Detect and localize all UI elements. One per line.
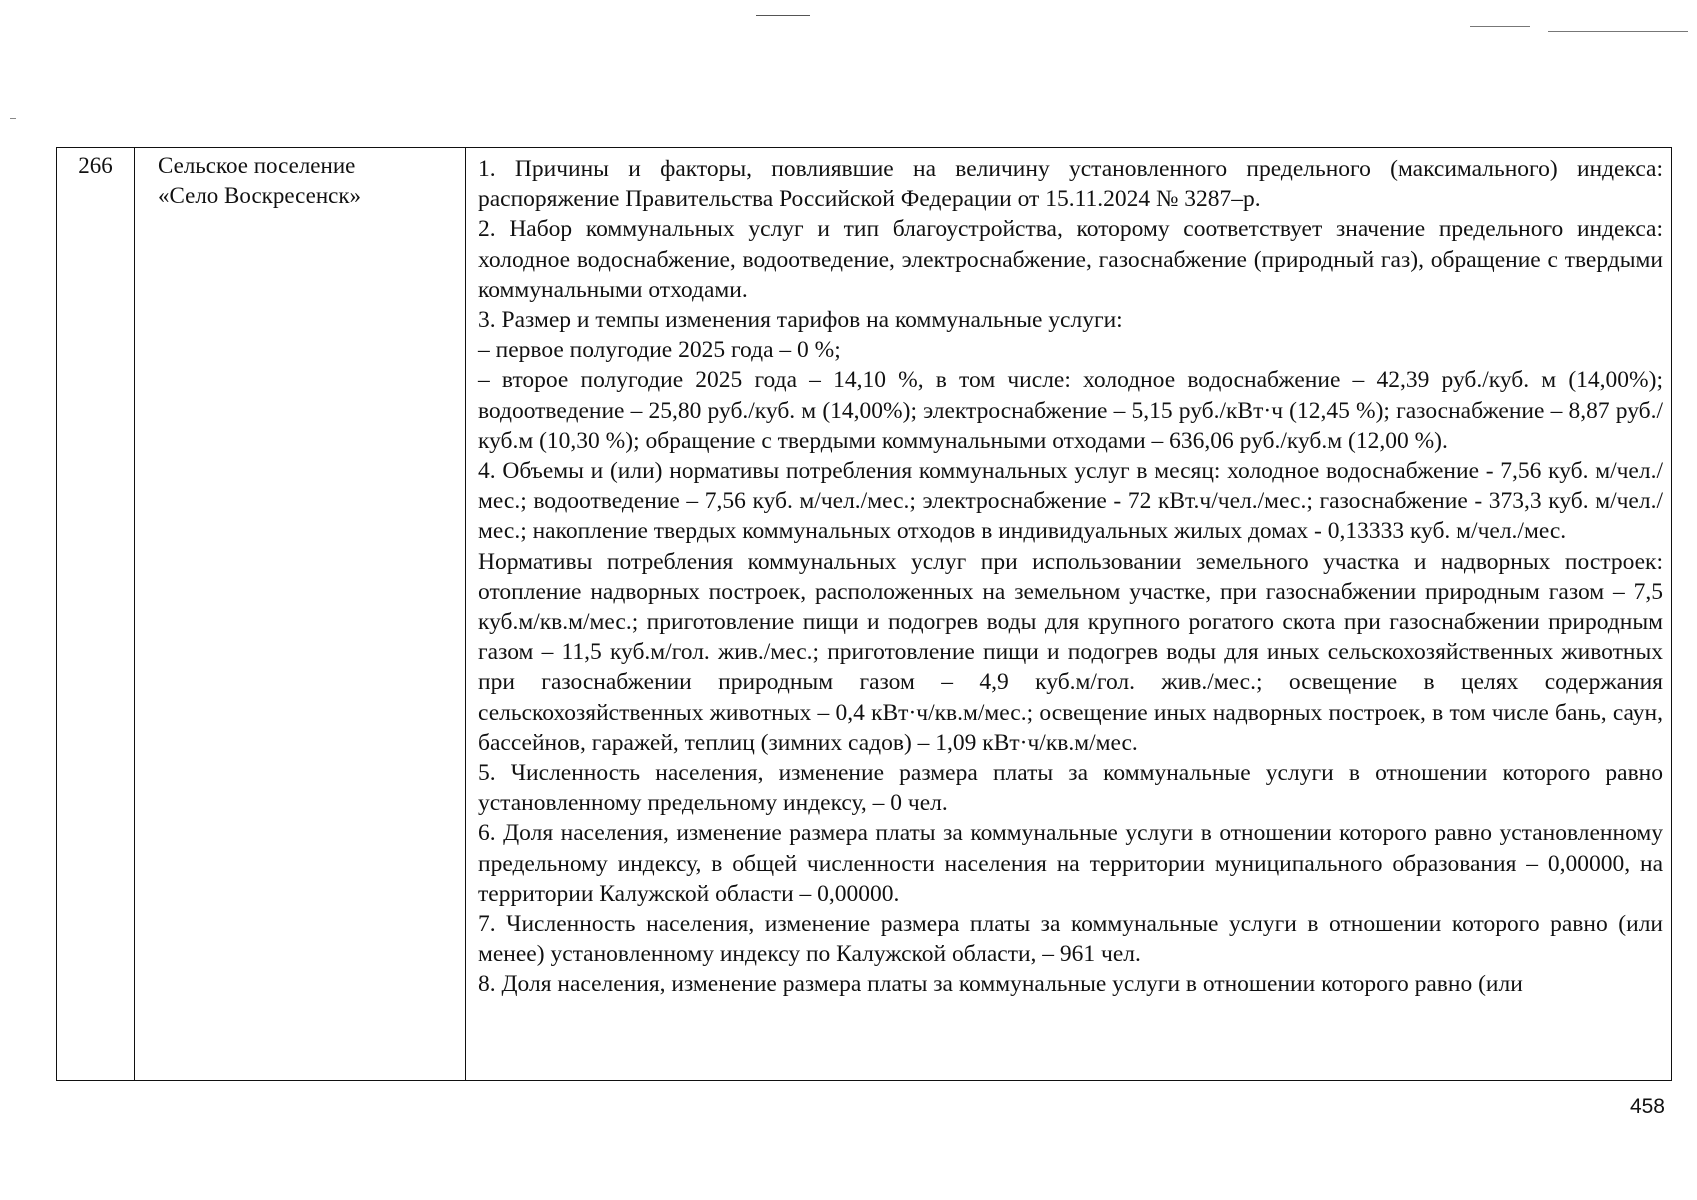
settlement-name bbox=[135, 148, 465, 211]
scan-mark bbox=[756, 15, 810, 16]
settlement-name-line: «Село Воскресенск» bbox=[158, 183, 362, 208]
paragraph: 8. Доля населения, изменение размера платы за коммунальные услуги в отношении которого равно (или bbox=[478, 971, 1523, 998]
settlement-name-cell bbox=[135, 148, 466, 1081]
paragraph: 2. Набор коммунальных услуг и тип благоустройства, которому соответствует значение предельного индекса: холодное водоснабжение, водоотведение, электроснабжение, газоснабжение (природный газ), обращение с твердыми коммунальными отходами. bbox=[478, 216, 1663, 303]
page-number: 458 bbox=[1629, 1095, 1665, 1118]
paragraph: 6. Доля населения, изменение размера платы за коммунальные услуги в отношении которого равно установленному предельному индексу, в общей численности населения на территории муниципального образования – 0,00000, на территории Калужской области – 0,00000. bbox=[478, 820, 1663, 907]
paragraph: – первое полугодие 2025 года – 0 %; bbox=[478, 337, 841, 364]
description-cell bbox=[466, 148, 1672, 1081]
document-table bbox=[56, 147, 1672, 1081]
row-number-cell bbox=[57, 148, 135, 1081]
paragraph: 3. Размер и темпы изменения тарифов на коммунальные услуги: bbox=[478, 307, 1123, 334]
paragraph: 5. Численность населения, изменение размера платы за коммунальные услуги в отношении которого равно установленному предельному индексу, – 0 чел. bbox=[478, 760, 1663, 817]
paragraph: 1. Причины и факторы, повлиявшие на величину установленного предельного (максимального) индекса: распоряжение Правительства Российской Федерации от 15.11.2024 № 3287–р. bbox=[478, 156, 1663, 213]
paragraph: 4. Объемы и (или) нормативы потребления коммунальных услуг в месяц: холодное водоснабжение - 7,56 куб. м/чел./мес.; водоотведение – 7,56 куб. м/чел./мес.; электроснабжение - 72 кВт.ч/чел./мес.; газоснабжение - 373,3 куб. м/чел./мес.; накопление твердых коммунальных отходов в индивидуальных жилых домах - 0,13333 куб. м/чел./мес. bbox=[478, 458, 1663, 545]
paragraph: Нормативы потребления коммунальных услуг при использовании земельного участка и надворных построек: отопление надворных построек, расположенных на земельном участке, при газоснабжении природным газом – 7,5 куб.м/кв.м/мес.; приготовление пищи и подогрев воды для крупного рогатого скота при газоснабжении природным газом – 11,5 куб.м/гол. жив./мес.; приготовление пищи и подогрев воды для иных сельскохозяйственных животных при газоснабжении природным газом – 4,9 куб.м/гол. жив./мес.; освещение в целях содержания сельскохозяйственных животных – 0,4 кВт·ч/кв.м/мес.; освещение иных надворных построек, в том числе бань, саун, бассейнов, гаражей, теплиц (зимних садов) – 1,09 кВт·ч/кв.м/мес. bbox=[478, 548, 1663, 756]
scan-mark bbox=[1470, 26, 1530, 27]
row-number: 266 bbox=[78, 153, 113, 178]
paragraph: 7. Численность населения, изменение размера платы за коммунальные услуги в отношении которого равно (или менее) установленному индексу по Калужской области, – 961 чел. bbox=[478, 911, 1663, 968]
settlement-name-line: Сельское поселение bbox=[158, 153, 356, 178]
scan-mark bbox=[1548, 31, 1688, 32]
paragraph: – второе полугодие 2025 года – 14,10 %, в том числе: холодное водоснабжение – 42,39 руб./куб. м (14,00%); водоотведение – 25,80 руб./куб. м (14,00%); электроснабжение – 5,15 руб./кВт·ч (12,45 %); газоснабжение – 8,87 руб./куб.м (10,30 %); обращение с твердыми коммунальными отходами – 636,06 руб./куб.м (12,00 %). bbox=[478, 367, 1663, 454]
table-row bbox=[57, 148, 1672, 1081]
description-text bbox=[466, 148, 1671, 1000]
scan-mark bbox=[10, 118, 16, 119]
